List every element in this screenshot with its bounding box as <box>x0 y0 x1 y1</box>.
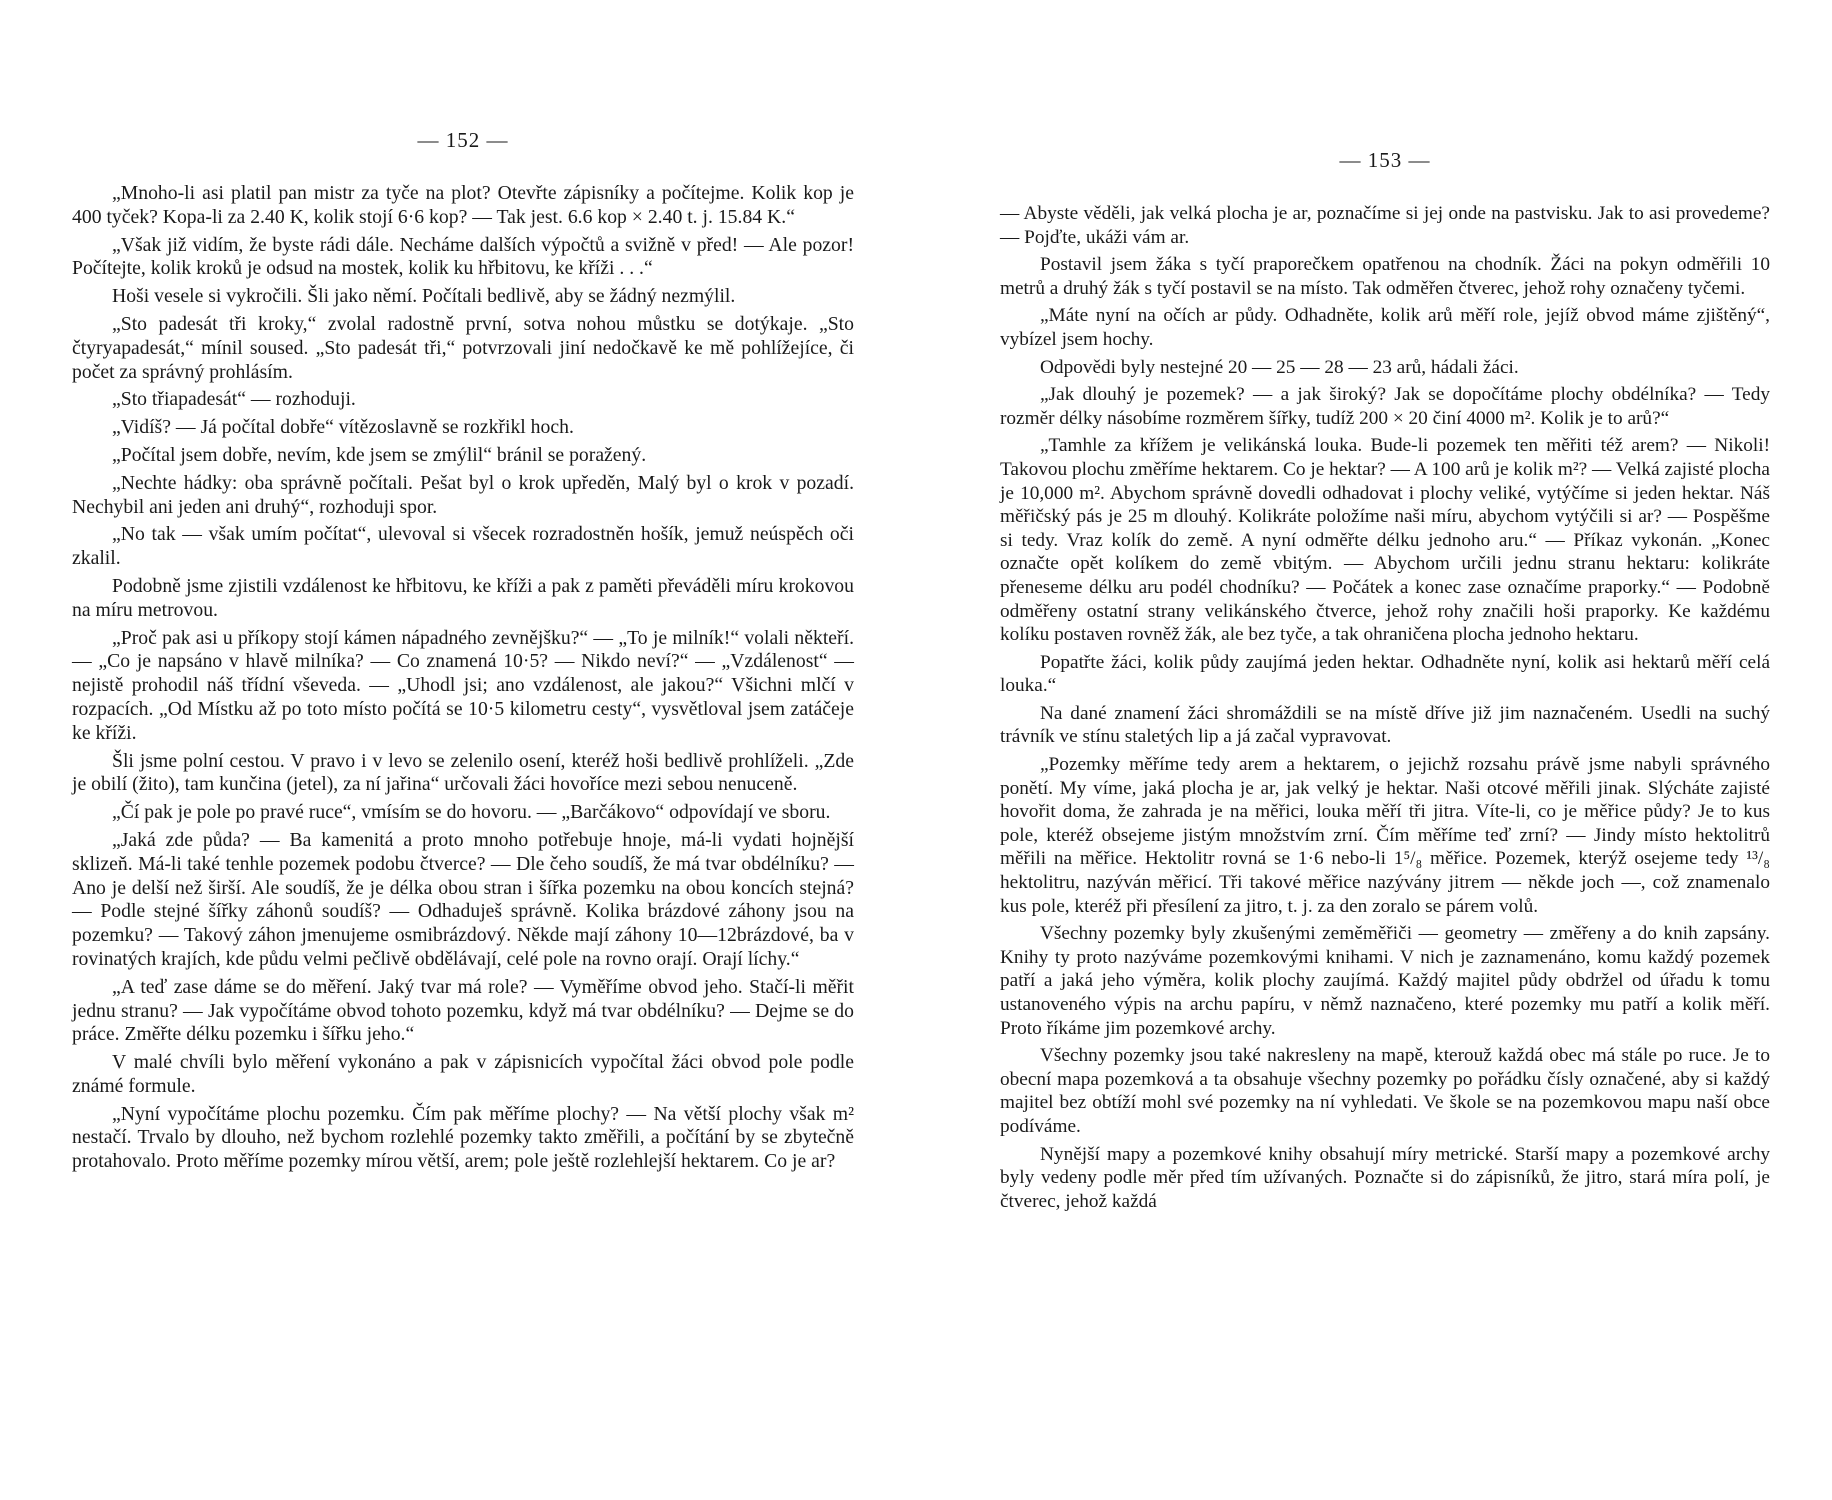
right-page <box>1000 0 1770 1500</box>
paragraph: „Vidíš? — Já počítal dobře“ vítězoslavně se rozkřikl hoch. <box>112 416 574 439</box>
paragraph: „Čí pak je pole po pravé ruce“, vmísím se do hovoru. — „Barčákovo“ odpovídají ve sboru. <box>112 801 831 824</box>
paragraph: Šli jsme polní cestou. V pravo i v levo se zelenilo osení, kteréž hoši bedlivě prohlíželi. „Zde je obilí (žito), tam kunčina (jetel), za ní jařina“ určovali žáci hovoříce mezi sebou nenuceně. <box>72 749 854 796</box>
paragraph: „Máte nyní na očích ar půdy. Odhadněte, kolik arů měří role, jejíž obvod máme zjištěný“, vybízel jsem hochy. <box>1000 305 1770 350</box>
paragraph: — Abyste věděli, jak velká plocha je ar, poznačíme si jej onde na pastvisku. Jak to asi provedeme? — Pojďte, ukáži vám ar. <box>1000 203 1770 248</box>
paragraph: V malé chvíli bylo měření vykonáno a pak v zápisnicích vypočítal žáci obvod pole podle známé formule. <box>72 1051 854 1097</box>
paragraph: „No tak — však umím počítat“, ulevoval si všecek rozradostněn hošík, jemuž neúspěch oči zkalil. <box>72 523 854 570</box>
paragraph: „Mnoho-li asi platil pan mistr za tyče na plot? Otevřte zápisníky a počítejme. Kolik kop je 400 tyček? Kopa-li za 2.40 K, kolik stojí 6·6 kop? — Tak jest. 6.6 kop × 2.40 t. j. 15.84 K.“ <box>72 182 854 228</box>
paragraph: „Sto třiapadesát“ — rozhoduji. <box>112 388 356 411</box>
left-page <box>72 0 854 1500</box>
paragraph: „Jak dlouhý je pozemek? — a jak široký? Jak se dopočítáme plochy obdélníka? — Tedy rozměr délky násobíme rozměrem šířky, tudíž 200 × 20 činí 4000 m². Kolik je to arů?“ <box>1000 384 1770 429</box>
paragraph: „Sto padesát tři kroky,“ zvolal radostně první, sotva nohou můstku se dotýkaje. „Sto čtyryapadesát,“ mínil soused. „Sto padesát tři,“ potvrzovali jiní nedočkavě ke mě pohlížejíce, či počet za správný prohlásím. <box>72 312 854 383</box>
paragraph: Postavil jsem žáka s tyčí praporečkem opatřenou na chodník. Žáci na pokyn odměřili 10 metrů a druhý žák s tyčí postavil se na místo. Tak odměřen čtverec, jehož rohy označeny tyčemi. <box>1000 254 1770 299</box>
paragraph: „Proč pak asi u příkopy stojí kámen nápadného zevnějšku?“ — „To je milník!“ volali někteří. — „Co je napsáno v hlavě milníka? — Co znamená 10·5? — Nikdo neví?“ — „Vzdálenost“ — nejistě prohodil náš třídní vševeda. — „Uhodl jsi; ano vzdálenost, ale jakou?“ Všichni mlčí v rozpacích. „Od Místku až po toto místo počítá se 10·5 kilometru cesty“, vysvětloval jsem zatáčeje ke kříži. <box>72 626 854 744</box>
paragraph: Hoši vesele si vykročili. Šli jako němí. Počítali bedlivě, aby se žádný nezmýlil. <box>112 285 736 308</box>
paragraph: Všechny pozemky jsou také nakresleny na mapě, kterouž každá obec má stále po ruce. Je to obecní mapa pozemková a ta obsahuje všechny pozemky po pořádku čísly označené, aby si každý majitel bez obtíží mohl své pozemky na ní vyhledati. Ve škole se na pozemkovou mapu naší obce podíváme. <box>1000 1045 1770 1137</box>
paragraph: Nynější mapy a pozemkové knihy obsahují míry metrické. Starší mapy a pozemkové archy byly vedeny podle měr před tím užívaných. Poznačte si do zápisníků, že jitro, stará míra polí, je čtverec, jehož každá <box>1000 1143 1770 1212</box>
paragraph: Všechny pozemky byly zkušenými zeměměřiči — geometry — změřeny a do knih zapsány. Knihy ty proto nazýváme pozemkovými knihami. V nich je zaznamenáno, komu každý pozemek patří a jaká jeho výměra, kolik plochy zaujímá. Každý majitel půdy obdržel od úřadu k tomu ustanoveného výpis na archu papíru, v němž naznačeno, které pozemky mu patří a kolik měří. Proto říkáme jim pozemkové archy. <box>1000 923 1770 1039</box>
paragraph: „Tamhle za křížem je velikánská louka. Bude-li pozemek ten měřiti též arem? — Nikoli! Takovou plochu změříme hektarem. Co je hektar? — A 100 arů je kolik m²? — Velká zajisté plocha je 10,000 m². Abychom správně dovedli odhadovat i plochy veliké, vytýčíme si jeden hektar. Náš měřičský pás je 25 m dlouhý. Kolikráte položíme naši míru, abychom vytýčili si ar? — Pospěšme si tedy. Vraz kolík do země. A nyní odměřte délku jednoho aru.“ — Příkaz vykonán. „Konec označte opět kolíkem do země vbitým. — Abychom určili jednu stranu hektaru: kolikráte přeneseme délku aru podél chodníku? — Počátek a konec zase označíme praporky.“ — Podobně odměřeny ostatní strany velikánského čtverce, jehož rohy značili hoši praporky. Ke každému kolíku postaven rovněž žák, ale bez tyče, a tak ohraničena plocha jednoho hektaru. <box>1000 435 1770 646</box>
paragraph: „A teď zase dáme se do měření. Jaký tvar má role? — Vyměříme obvod jeho. Stačí-li měřit jednu stranu? — Jak vypočítáme obvod tohoto pozemku, když má tvar obdélníku? — Dejme se do práce. Změřte délku pozemku i šířku jeho.“ <box>72 975 854 1046</box>
page-number: — 152 — <box>417 128 509 152</box>
right-text-column <box>1000 202 1770 1217</box>
paragraph: „Jaká zde půda? — Ba kamenitá a proto mnoho potřebuje hnoje, má-li vydati hojnější sklizeň. Má-li také tenhle pozemek podobu čtverce? — Dle čeho soudíš, že má tvar obdélníku? — Ano je delší než širší. Ale soudíš, že je délka obou stran i šířka pozemku na obou koncích stejná? — Podle stejné šířky záhonů soudíš? — Odhaduješ správně. Kolika brázdové záhony jsou na pozemku? — Takový záhon jmenujeme osmibrázdový. Někde mají záhony 10—12brázdové, ba v rovinatých krajích, kde půdu velmi pečlivě obdělávají, celé pole na rovno orají. Orají líchy.“ <box>72 828 854 970</box>
paragraph: „Pozemky měříme tedy arem a hektarem, o jejichž rozsahu právě jsme nabyli správného ponětí. My víme, jaká plocha je ar, jak velký je hektar. Naši otcové měřili jinak. Slýcháte zajisté hovořit doma, že zahrada je na měřici, louka měří tři jitra. Víte-li, co je měřice půdy? Je to kus pole, kteréž obsejeme jistým množstvím zrní. Čím měříme teď zrní? — Jindy místo hektolitrů měřili na měřice. Hektolitr rovná se 1·6 nebo-li 1⁵/₈ měřice. Pozemek, kterýž osejeme tedy ¹³/₈ hektolitru, nazýván měřicí. Tři takové měřice nazývány jitrem — někde joch —, což znamenalo kus pole, kteréž při přesílení za jitro, t. j. za den zoralo se párem volů. <box>1000 754 1770 917</box>
paragraph: „Počítal jsem dobře, nevím, kde jsem se zmýlil“ bránil se poražený. <box>112 443 647 466</box>
paragraph: Podobně jsme zjistili vzdálenost ke hřbitovu, ke kříži a pak z paměti převáděli míru krokovou na míru metrovou. <box>72 574 854 621</box>
page-number: — 153 — <box>1339 148 1431 172</box>
left-text-column <box>72 182 854 1178</box>
paragraph: Popatřte žáci, kolik půdy zaujímá jeden hektar. Odhadněte nyní, kolik asi hektarů měří celá louka.“ <box>1000 651 1770 697</box>
paragraph: „Však již vidím, že byste rádi dále. Necháme dalších výpočtů a svižně v před! — Ale pozor! Počítejte, kolik kroků je odsud na mostek, kolik ku hřbitovu, ke kříži . . .“ <box>72 233 854 280</box>
paragraph: „Nyní vypočítáme plochu pozemku. Čím pak měříme plochy? — Na větší plochy však m² nestačí. Trvalo by dlouho, než bychom rozlehlé pozemky takto změřili, a počítání by se zbytečně protahovalo. Proto měříme pozemky mírou větší, arem; pole ještě rozlehlejší hektarem. Co je ar? <box>72 1102 854 1173</box>
paragraph: „Nechte hádky: oba správně počítali. Pešat byl o krok upředěn, Malý byl o krok v pozadí. Nechybil ani jeden ani druhý“, rozhoduji spor. <box>72 471 854 518</box>
paragraph: Odpovědi byly nestejné 20 — 25 — 28 — 23 arů, hádali žáci. <box>1040 356 1519 378</box>
paragraph: Na dané znamení žáci shromáždili se na místě dříve již jim naznačeném. Usedli na suchý trávník ve stínu staletých lip a já začal vypravovat. <box>1000 702 1770 748</box>
